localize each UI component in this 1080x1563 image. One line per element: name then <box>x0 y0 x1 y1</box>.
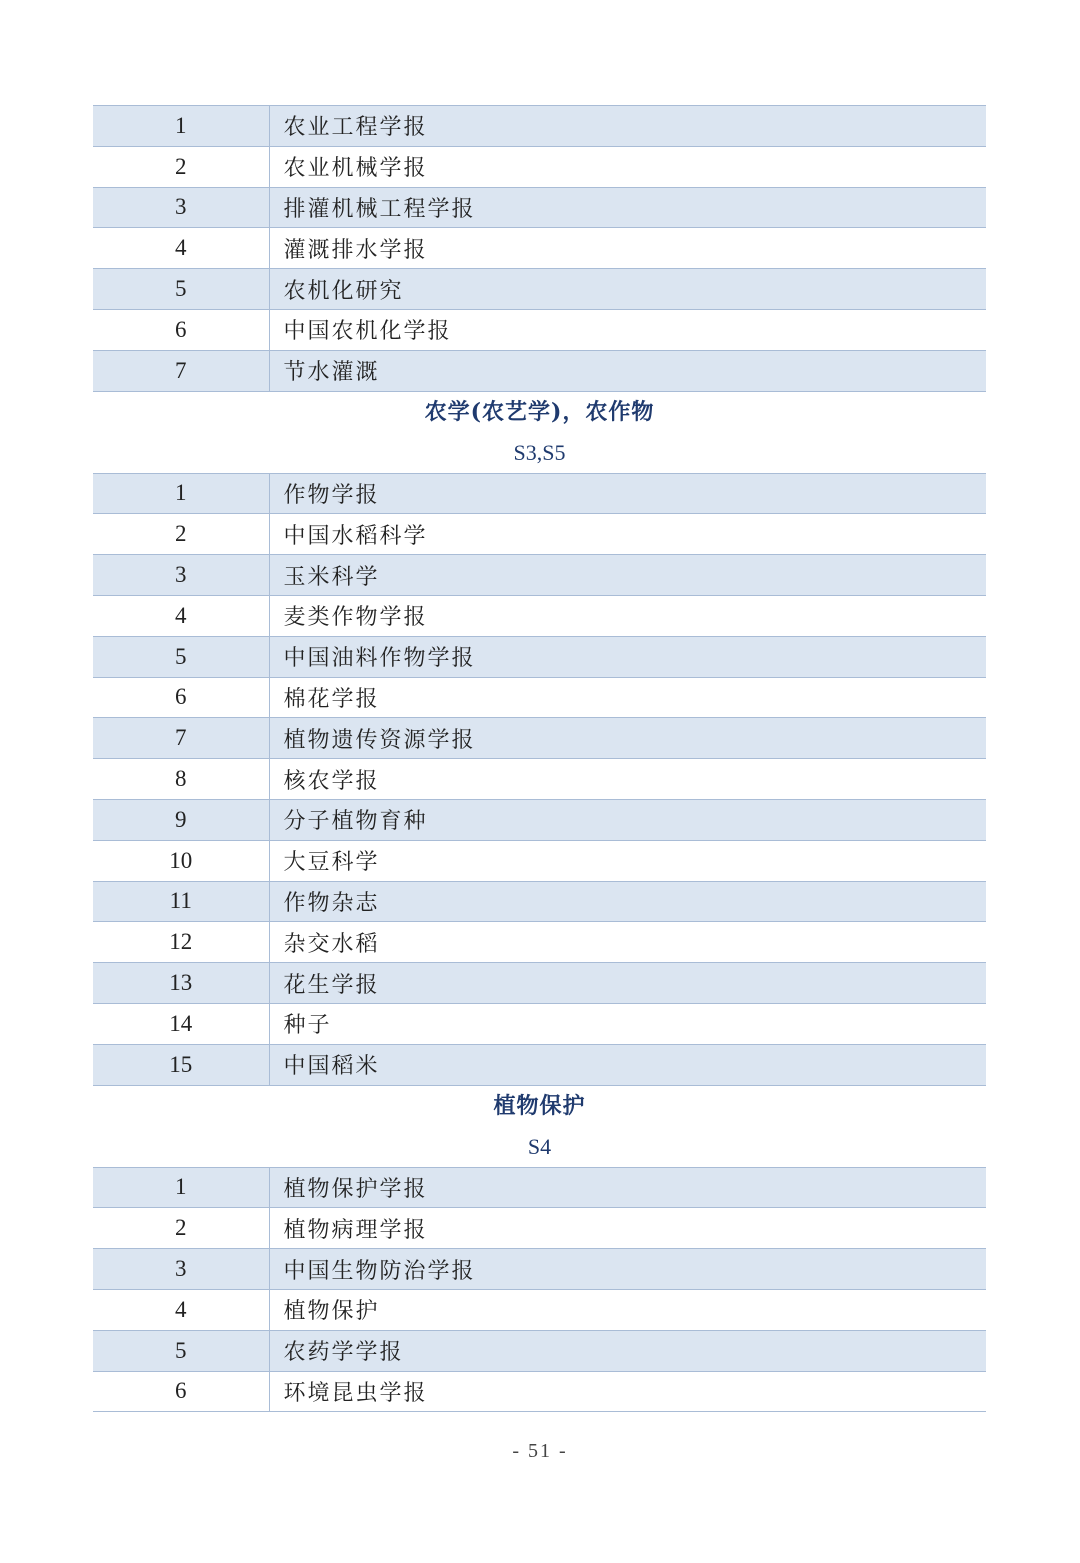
journal-name: 排灌机械工程学报 <box>269 187 986 228</box>
journal-name: 大豆科学 <box>269 840 986 881</box>
table-row <box>93 922 986 963</box>
page-number: - 51 - <box>512 1440 568 1462</box>
journal-name: 种子 <box>269 1003 986 1044</box>
row-number: 5 <box>93 636 269 677</box>
row-number: 5 <box>93 1330 269 1371</box>
table-row <box>93 718 986 759</box>
table-row <box>93 514 986 555</box>
table-body <box>93 1167 986 1412</box>
row-number: 1 <box>93 1167 269 1208</box>
journal-name: 环境昆虫学报 <box>269 1371 986 1412</box>
table-row <box>93 350 986 391</box>
table-row <box>93 1330 986 1371</box>
journal-name: 农业工程学报 <box>269 106 986 147</box>
journal-name: 植物遗传资源学报 <box>269 718 986 759</box>
row-number: 4 <box>93 228 269 269</box>
row-number: 6 <box>93 1371 269 1412</box>
journal-name: 植物病理学报 <box>269 1208 986 1249</box>
journal-name: 作物学报 <box>269 473 986 514</box>
journal-name: 节水灌溉 <box>269 350 986 391</box>
table-row <box>93 636 986 677</box>
table-row <box>93 1249 986 1290</box>
journal-name: 农药学学报 <box>269 1330 986 1371</box>
row-number: 3 <box>93 187 269 228</box>
row-number: 2 <box>93 146 269 187</box>
table-row <box>93 473 986 514</box>
journal-name: 农业机械学报 <box>269 146 986 187</box>
journal-name: 玉米科学 <box>269 555 986 596</box>
table-row <box>93 309 986 350</box>
table-row <box>93 759 986 800</box>
journal-table-agronomy <box>93 473 986 1086</box>
journal-name: 棉花学报 <box>269 677 986 718</box>
row-number: 7 <box>93 350 269 391</box>
section-heading-plant-protection: 植物保护 <box>493 1092 586 1119</box>
row-number: 13 <box>93 963 269 1004</box>
journal-name: 植物保护学报 <box>269 1167 986 1208</box>
table-row <box>93 228 986 269</box>
table-body <box>93 106 986 392</box>
journal-name: 中国水稻科学 <box>269 514 986 555</box>
table-row <box>93 881 986 922</box>
table-row <box>93 1003 986 1044</box>
table-row <box>93 963 986 1004</box>
row-number: 7 <box>93 718 269 759</box>
journal-name: 灌溉排水学报 <box>269 228 986 269</box>
section-code-plant-protection: S4 <box>527 1133 552 1159</box>
table-row <box>93 269 986 310</box>
journal-name: 中国生物防治学报 <box>269 1249 986 1290</box>
row-number: 3 <box>93 555 269 596</box>
journal-name: 分子植物育种 <box>269 799 986 840</box>
row-number: 11 <box>93 881 269 922</box>
table-row <box>93 1044 986 1085</box>
table-row <box>93 799 986 840</box>
row-number: 5 <box>93 269 269 310</box>
journal-name: 核农学报 <box>269 759 986 800</box>
journal-name: 中国稻米 <box>269 1044 986 1085</box>
table-row <box>93 677 986 718</box>
journal-name: 花生学报 <box>269 963 986 1004</box>
row-number: 4 <box>93 1289 269 1330</box>
section-code-agronomy: S3,S5 <box>513 439 566 465</box>
table-row <box>93 1167 986 1208</box>
table-row <box>93 595 986 636</box>
row-number: 8 <box>93 759 269 800</box>
table-row <box>93 1371 986 1412</box>
row-number: 9 <box>93 799 269 840</box>
section-heading-agronomy: 农学(农艺学)，农作物 <box>424 398 655 425</box>
journal-list-page <box>93 105 986 1412</box>
row-number: 6 <box>93 677 269 718</box>
row-number: 1 <box>93 473 269 514</box>
row-number: 2 <box>93 1208 269 1249</box>
row-number: 15 <box>93 1044 269 1085</box>
row-number: 2 <box>93 514 269 555</box>
journal-name: 作物杂志 <box>269 881 986 922</box>
journal-table-plant-protection <box>93 1167 986 1413</box>
row-number: 4 <box>93 595 269 636</box>
journal-name: 杂交水稻 <box>269 922 986 963</box>
row-number: 6 <box>93 309 269 350</box>
table-row <box>93 1289 986 1330</box>
table-row <box>93 840 986 881</box>
table-row <box>93 187 986 228</box>
table-row <box>93 106 986 147</box>
journal-name: 麦类作物学报 <box>269 595 986 636</box>
journal-name: 农机化研究 <box>269 269 986 310</box>
row-number: 12 <box>93 922 269 963</box>
table-row <box>93 555 986 596</box>
row-number: 1 <box>93 106 269 147</box>
journal-name: 中国油料作物学报 <box>269 636 986 677</box>
table-body <box>93 473 986 1085</box>
journal-name: 中国农机化学报 <box>269 309 986 350</box>
journal-table-agri-engineering <box>93 105 986 392</box>
row-number: 10 <box>93 840 269 881</box>
table-row <box>93 146 986 187</box>
journal-name: 植物保护 <box>269 1289 986 1330</box>
row-number: 3 <box>93 1249 269 1290</box>
table-row <box>93 1208 986 1249</box>
row-number: 14 <box>93 1003 269 1044</box>
